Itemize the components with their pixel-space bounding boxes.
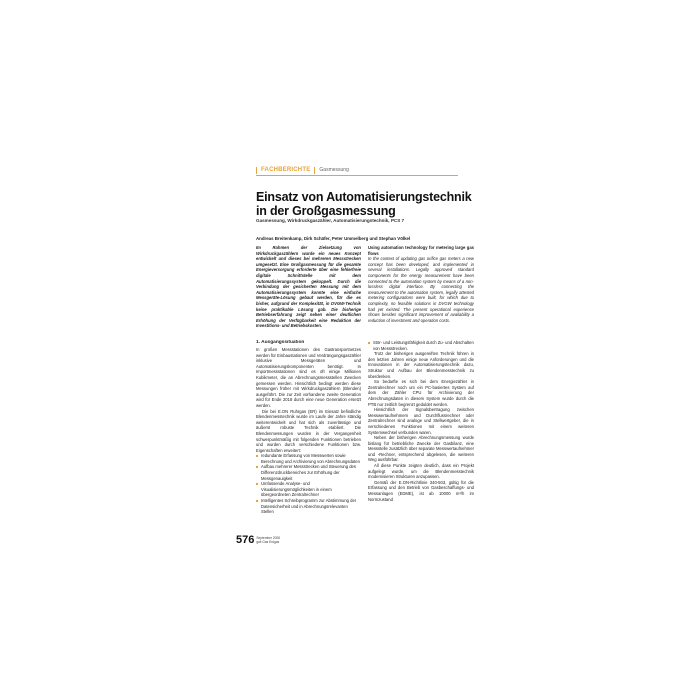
body-column-right (368, 340, 474, 502)
paragraph: Die bei E.ON Ruhrgas (ER) im Einsatz befindliche Blendenmesstechnik wurde im Laufe der Jahre ständig weiterentwickelt und hat sich als zuverlässige und äußerst robuste Technik etabliert. Die Blendenmessungen wurden in der Vergangenheit schwerpunktmäßig mit folgenden Funktionen betrieben und wurden durch verschiedene Funktionen bzw. Eigenschaften erweitert: (256, 408, 361, 453)
title-line-1: Einsatz von Automatisierungstechnik (256, 190, 472, 204)
paragraph: Gemäß der E.ON-Richtlinie 340-503, gültig für die Erfassung und den Betrieb von Gasbeschaffungs- und Messanlagen (EDME), ist ab 10000 m³/h im Normzustand (368, 479, 474, 502)
bullet-list (368, 340, 474, 351)
journal-meta (256, 537, 280, 546)
bullet-item: Umfassende Analyse- und Visualisierungsmöglichkeiten in einem übergeordneten Zentralrechner (256, 481, 361, 498)
abstract-english-title: Using automation technology for metering large gas flows (368, 245, 474, 256)
abstract-english (368, 245, 474, 323)
section-heading: 1. Ausgangssituation (256, 340, 305, 345)
bullet-item: Aufbau mehrerer Messstrecken und Steuerung des Differenzdruckbereiches zur Erhöhung der Messgenauigkeit (256, 464, 361, 481)
article-title (256, 190, 506, 218)
paragraph: In großen Messstationen des Gastransportnetzes werden für Einbaustationen und Verdrängungsgaszähler inklusive Messgeräten und Automatisierungskomponenten benötigt. In Importmessstationen sind es oft einige Millionen Kubikmeter, die an Abrechnungsmessstellen Zwecken gemessen werden. Hinsichtlich bedingt werden diese Messungen früher mit Wirkdruckgaszählern (Blenden) ausgeführt. Die zur Zeit vorhandene zweite Generation wird für Ende 2018 durch eine neue Generation ersetzt werden. (256, 347, 361, 408)
paragraph: Hinsichtlich der Signalübertragung zwischen Messwertaufnehmern und Durchflussrechner oder Zentralrechner sind analoge und Stellwertgeber, die in verschiedenen Funktionen mit einem weiteren Systemwechsel verbunden waren. (368, 407, 474, 435)
journal-meta-line: September 2008 (256, 536, 280, 541)
paragraph: Neben der bisherigen Abrechnungsmessung wurde bislang für betriebliche Zwecke der Gasbilanz, eine Messstelle zusätzlich über separate Messwertaufnehmer und -Rechner, entsprechend abgelesen, die weiteren Weg ausführbar. (368, 435, 474, 463)
section-bar (314, 167, 315, 174)
abstract-english-text: In the context of updating gas orifice gas meters a new concept has been developed, and implemented in several installations. Legally approved standard components for the energy measurement have been connected to the automation system by means of a non-lossless digital interface. By connecting the measurement to the automation system, legally attested metering configurations were built, for which due to complexity, no feasible solutions in DVGW technology had yet existed. The present operational experience shows besides significant improvement of availability a reduction of investment and operation costs. (368, 256, 474, 323)
bullet-item: redundante Erfassung von Messwerten sowie Berechnung und Archivierung von Abrechnungsdaten (256, 453, 361, 464)
keywords: Gasmessung, Wirkdruckgaszähler, Automatisierungstechnik, PCS 7 (256, 218, 405, 223)
page-footer (236, 532, 280, 546)
title-line-2: in der Großgasmessung (256, 204, 396, 218)
paragraph: All diese Punkte zeigten deutlich, dass ein Projekt aufgelegt wurde, um die Blendenmesstechnik modernisieren Strukturen anzupassen. (368, 463, 474, 480)
abstract-german (256, 245, 361, 329)
bullet-list (256, 453, 361, 515)
section-main: FACHBERICHTE (261, 167, 311, 173)
journal-meta-line: gwf-Gas Erdgas (256, 540, 280, 545)
bullet-item: Intelligentes Schreibprogramm zur Abstimmung der Datensicherheit und in Abrechnungsrelevanten Stellen (256, 498, 361, 515)
paragraph: So bedarfte es sich bei dem Energiezähler in Zentralrechner noch um ein PC-basiertes System auf dem der Zähler CPU für Archivierung der Abrechnungsdaten in diesem System wurde durch die PTB nur zeitlich begrenzt geduldet werden. (368, 379, 474, 407)
body-column-left (256, 340, 361, 515)
bullet-item: Stör- und Leistungsfähigkeit durch Zu- und Abschalten von Messstrecken. (368, 340, 474, 351)
page-number: 576 (236, 534, 255, 546)
header-rule (256, 175, 458, 176)
section-bar (256, 167, 257, 174)
abstract-german-text: Im Rahmen der Zielsetzung von Wirkdruckgaszählern wurde ein neues Konzept entwickelt und dieses bei mehreren Messstrecken umgesetzt. Eine Großgasmessung für die gesamte Energieversorgung erforderte über eine fehlerfreie digitale Schnittstelle mit dem Automatisierungssystem gekoppelt. Durch die Verbindung der gesicherten Messung mit dem Automatisierungssystem konnte eine einfache Messgeräte-Lösung gebaut werden, für die es bisher, aufgrund der Komplexität, in DVGW-Technik keine praktikable Lösung gab. Die bisherige Betriebserfahrung zeigt neben einer deutlichen Erhöhung der Verfügbarkeit eine Reduktion der Investitions- und Betriebskosten. (256, 245, 361, 329)
paragraph: Trotz der bisherigen ausgereiften Technik führen in den letzten Jahren einige neue Anforderungen und die Innovationen in der Automatisierungstechnik dazu, Struktur und Aufbau der Blendenmesstechnik zu überdenken. (368, 351, 474, 379)
authors: Andreas Breitenkamp, Dirk Schäfer, Peter Ummelberg und Stephan Völkel (256, 236, 411, 241)
section-sub: Gasmessung (319, 167, 349, 173)
section-tag (256, 166, 349, 174)
